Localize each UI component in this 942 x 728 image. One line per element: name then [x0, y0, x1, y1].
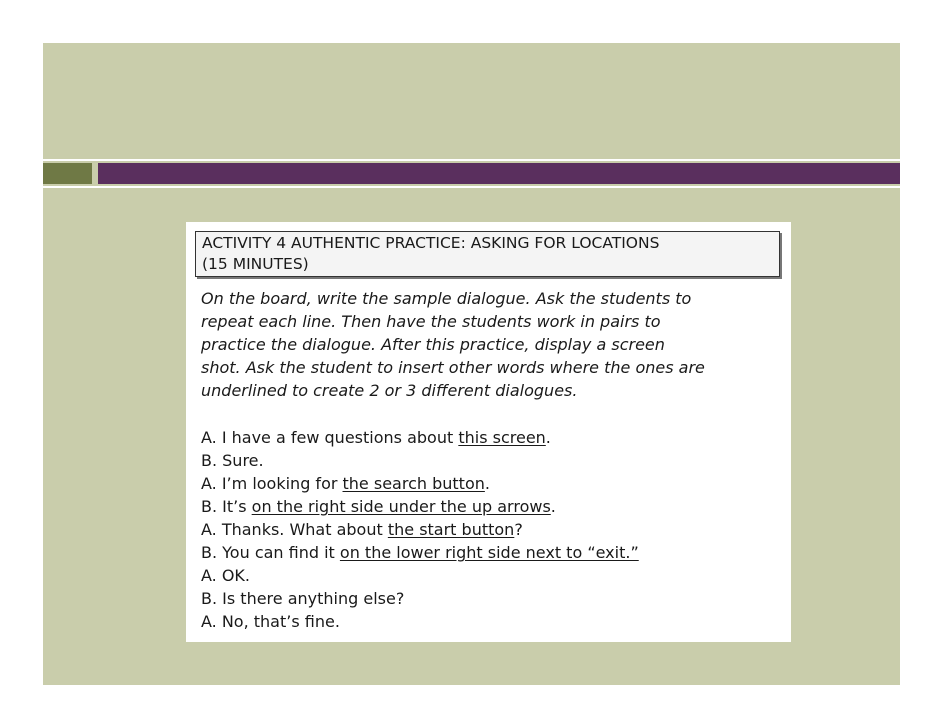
- sample-dialogue: [201, 426, 786, 633]
- dialogue-underlined-phrase: on the lower right side next to “exit.”: [339, 543, 639, 562]
- instruction-line: underlined to create 2 or 3 different dialogues.: [201, 381, 578, 400]
- activity-duration: (15 MINUTES): [202, 255, 309, 273]
- dialogue-punctuation: ?: [514, 520, 523, 539]
- dialogue-underlined-phrase: on the right side under the up arrows: [251, 497, 551, 516]
- accent-bar-green: [43, 163, 92, 184]
- instruction-line: practice the dialogue. After this practice, display a screen: [201, 335, 665, 354]
- activity-card: [186, 222, 791, 642]
- dialogue-line: [201, 541, 786, 564]
- dialogue-line: [201, 472, 786, 495]
- dialogue-text: A. Thanks. What about: [201, 520, 388, 539]
- activity-title: ACTIVITY 4 AUTHENTIC PRACTICE: ASKING FOR LOCATIONS: [202, 234, 660, 252]
- dialogue-text: A. I’m looking for: [201, 474, 343, 493]
- dialogue-line: [201, 426, 786, 449]
- dialogue-text: A. I have a few questions about: [201, 428, 459, 447]
- activity-heading-box: [195, 231, 780, 277]
- dialogue-text: B. It’s: [201, 497, 252, 516]
- dialogue-text: B. Sure.: [201, 451, 264, 470]
- dialogue-punctuation: .: [484, 474, 490, 493]
- dialogue-line: [201, 518, 786, 541]
- dialogue-punctuation: .: [550, 497, 556, 516]
- dialogue-punctuation: .: [545, 428, 551, 447]
- divider-bottom: [43, 186, 900, 188]
- instruction-line: repeat each line. Then have the students work in pairs to: [201, 312, 661, 331]
- dialogue-underlined-phrase: this screen: [458, 428, 546, 447]
- dialogue-text: B. You can find it: [201, 543, 340, 562]
- dialogue-line: [201, 495, 786, 518]
- instruction-line: On the board, write the sample dialogue. Ask the students to: [201, 289, 692, 308]
- dialogue-underlined-phrase: the start button: [387, 520, 515, 539]
- dialogue-line: [201, 610, 786, 633]
- dialogue-line: [201, 564, 786, 587]
- dialogue-text: B. Is there anything else?: [201, 589, 405, 608]
- dialogue-text: A. OK.: [201, 566, 251, 585]
- divider-top: [43, 159, 900, 161]
- instruction-line: shot. Ask the student to insert other words where the ones are: [201, 358, 705, 377]
- dialogue-line: [201, 449, 786, 472]
- dialogue-underlined-phrase: the search button: [342, 474, 485, 493]
- dialogue-text: A. No, that’s fine.: [201, 612, 340, 631]
- instructions: [201, 287, 786, 402]
- accent-bar-purple: [98, 163, 900, 184]
- dialogue-line: [201, 587, 786, 610]
